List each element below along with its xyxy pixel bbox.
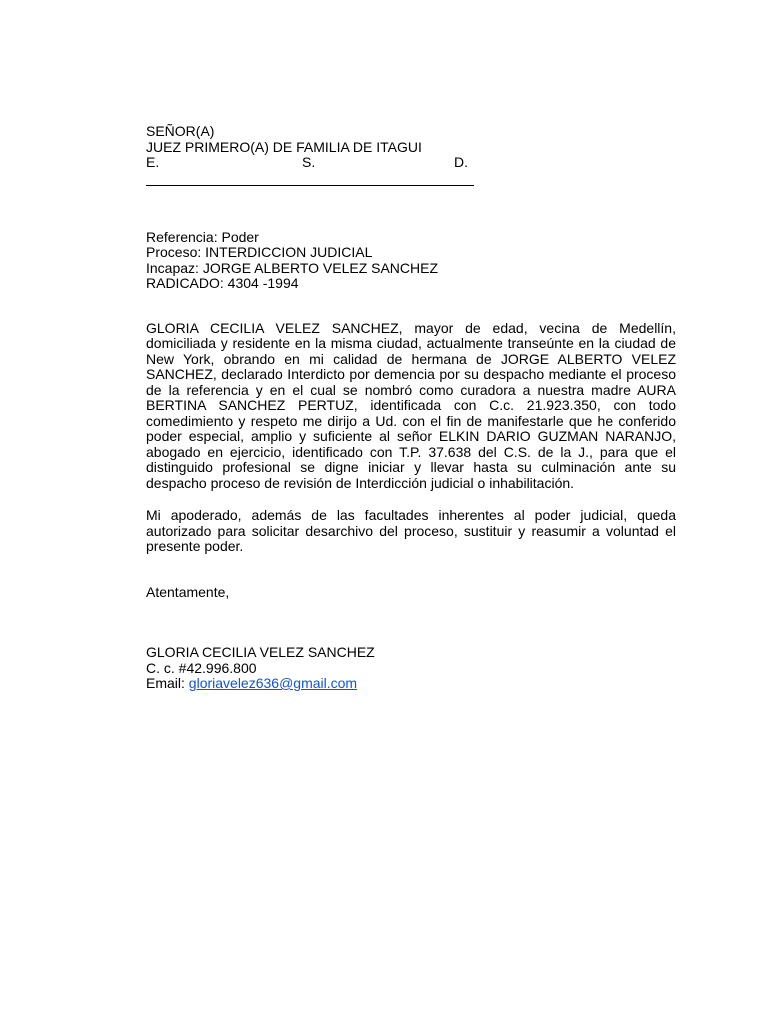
- esd-e: E.: [146, 154, 160, 170]
- esd-s: S.: [302, 154, 316, 170]
- underline-rule: [146, 171, 474, 186]
- signature-email-line: [146, 676, 676, 692]
- signature-block: [146, 645, 676, 692]
- incapaz-line: Incapaz: JORGE ALBERTO VELEZ SANCHEZ: [146, 259, 439, 276]
- reference-line: Referencia: Poder: [146, 228, 259, 245]
- addressee-block: [146, 124, 676, 186]
- closing: Atentamente,: [146, 583, 230, 600]
- reference-block: [146, 230, 676, 292]
- body-paragraph-2: Mi apoderado, además de las facultades inherentes al poder judicial, queda autorizado para solicitar desarchivo del proceso, sustituir y reasumir a voluntad el presente poder.: [146, 507, 676, 554]
- signature-name: GLORIA CECILIA VELEZ SANCHEZ: [146, 644, 375, 660]
- esd-line: [146, 155, 676, 171]
- letter-content: [146, 124, 676, 692]
- signature-id: C. c. #42.996.800: [146, 659, 257, 676]
- body-paragraph-1: GLORIA CECILIA VELEZ SANCHEZ, mayor de edad, vecina de Medellín, domiciliada y residente en la misma ciudad, actualmente transeúnte en la ciudad de New York, obrando en mi calidad de hermana de JORGE ALBERTO VELEZ SANCHEZ, declarado Interdicto por demencia por su despacho mediante el proceso de la referencia y en el cual se nombró como curadora a nuestra madre AURA BERTINA SANCHEZ PERTUZ, identificada con C.c. 21.923.350, con todo comedimiento y respeto me dirijo a Ud. con el fin de manifestarle que he conferido poder especial, amplio y suficiente al señor ELKIN DARIO GUZMAN NARANJO, abogado en ejercicio, identificado con T.P. 37.638 del C.S. de la J., para que el distinguido profesional se digne iniciar y llevar hasta su culminación ante su despacho proceso de revisión de Interdicción judicial o inhabilitación.: [146, 319, 676, 491]
- process-line: Proceso: INTERDICCION JUDICIAL: [146, 244, 373, 260]
- addressee-title: SEÑOR(A): [146, 123, 215, 139]
- email-link[interactable]: gloriavelez636@gmail.com: [188, 675, 358, 691]
- addressee-court: JUEZ PRIMERO(A) DE FAMILIA DE ITAGUI: [146, 138, 422, 155]
- email-label: Email:: [146, 675, 189, 691]
- esd-d: D.: [454, 154, 468, 170]
- radicado-line: RADICADO: 4304 -1994: [146, 275, 299, 291]
